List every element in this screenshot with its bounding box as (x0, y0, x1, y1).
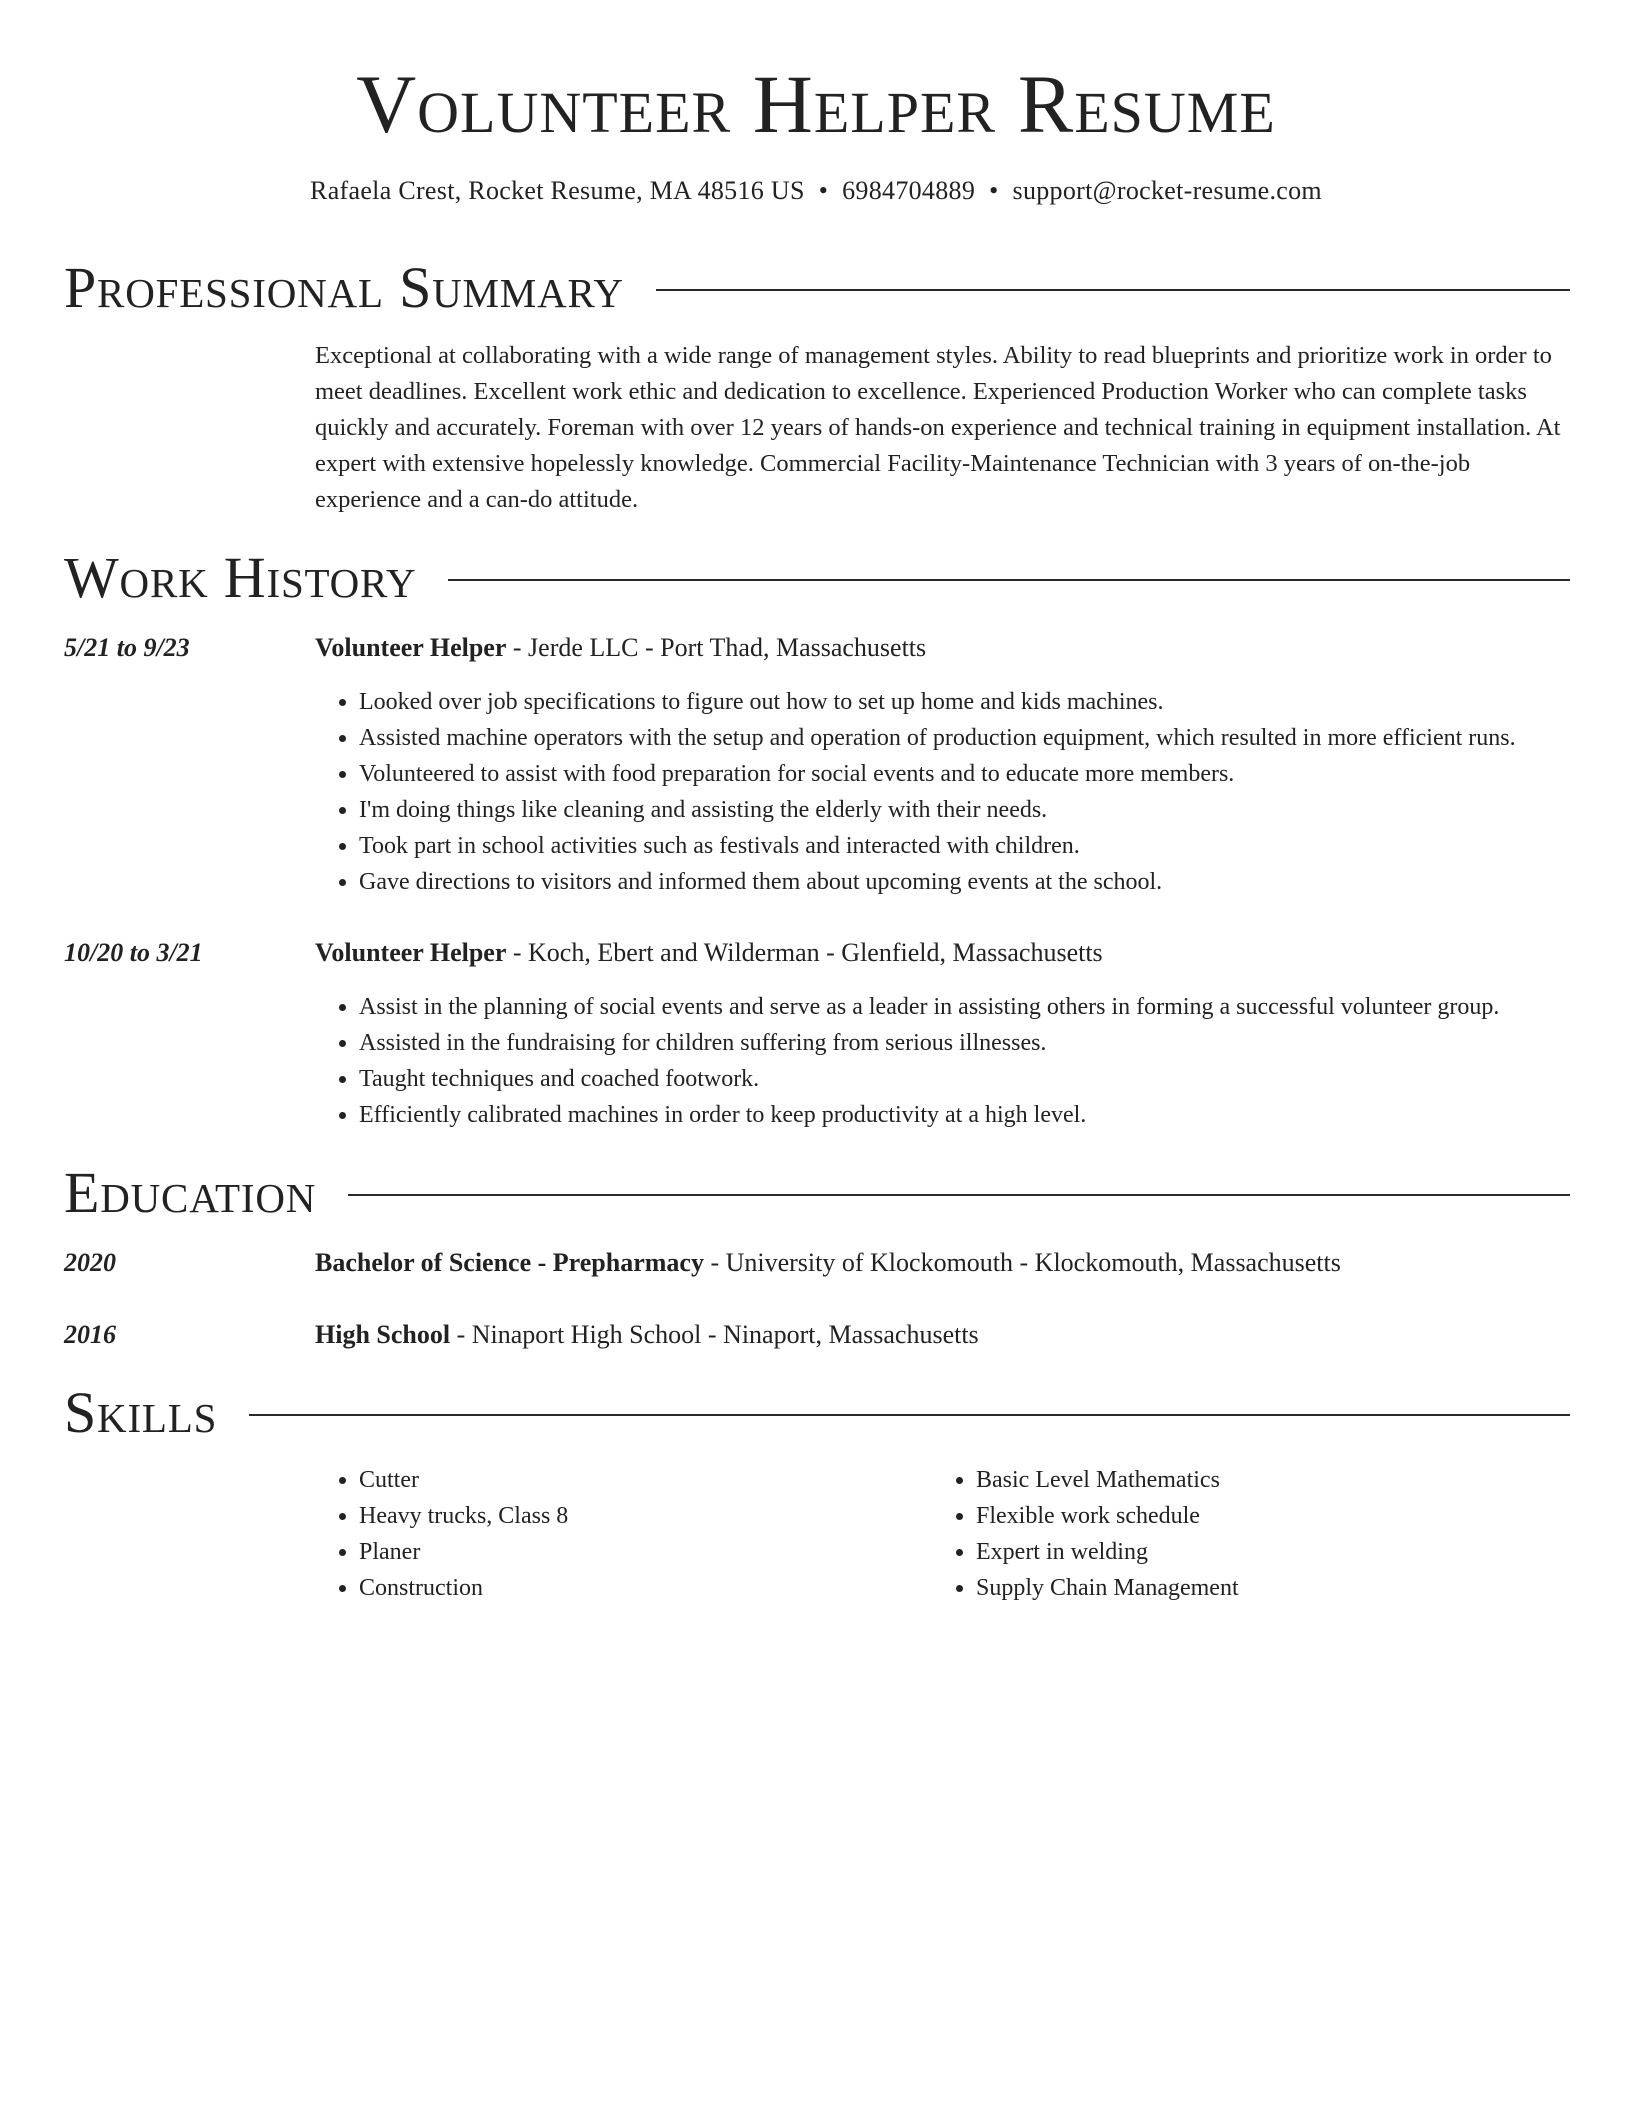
education-year: 2020 (64, 1248, 116, 1277)
skills-column-right (932, 1462, 1532, 1606)
skills-list (315, 1462, 915, 1606)
work-entry-body (315, 630, 1570, 900)
job-bullet: • Took part in school activities such as festivals and interacted with children. (359, 828, 1570, 864)
contact-address: Rafaela Crest, Rocket Resume, MA 48516 US (310, 176, 805, 205)
job-title: Volunteer Helper (315, 633, 507, 662)
summary-heading: Professional Summary (64, 255, 624, 320)
education-heading: Education (64, 1160, 317, 1225)
education-school: - Ninaport High School - Ninaport, Massachusetts (450, 1320, 979, 1349)
skill-item: • Flexible work schedule (976, 1498, 1532, 1534)
skills-heading: Skills (64, 1380, 218, 1445)
resume-title: Volunteer Helper Resume (356, 58, 1276, 150)
work-section-header (64, 545, 1570, 611)
contact-line (0, 174, 1632, 208)
summary-section-header (64, 255, 1570, 321)
work-dates: 5/21 to 9/23 (64, 633, 190, 662)
job-employer: - Koch, Ebert and Wilderman - Glenfield, Massachusetts (506, 938, 1103, 967)
job-bullet: • Volunteered to assist with food preparation for social events and to educate more members. (359, 756, 1570, 792)
job-bullet-list (315, 989, 1570, 1133)
section-divider (448, 579, 1570, 581)
work-dates: 10/20 to 3/21 (64, 938, 203, 967)
skill-item: • Expert in welding (976, 1534, 1532, 1570)
job-bullet: • Efficiently calibrated machines in order to keep productivity at a high level. (359, 1097, 1570, 1133)
work-heading: Work History (64, 545, 417, 610)
skills-list (932, 1462, 1532, 1606)
skill-item: • Construction (359, 1570, 915, 1606)
job-bullet-list (315, 684, 1570, 900)
section-divider (249, 1414, 1570, 1416)
job-title-line (315, 630, 1570, 666)
job-employer: - Jerde LLC - Port Thad, Massachusetts (506, 633, 927, 662)
education-year: 2016 (64, 1320, 116, 1349)
skill-item: • Heavy trucks, Class 8 (359, 1498, 915, 1534)
skills-row (64, 1462, 1570, 1622)
job-bullet: • Taught techniques and coached footwork. (359, 1061, 1570, 1097)
skill-item: • Supply Chain Management (976, 1570, 1532, 1606)
job-title: Volunteer Helper (315, 938, 507, 967)
skills-section-header (64, 1380, 1570, 1446)
section-divider (348, 1194, 1570, 1196)
education-section-header (64, 1160, 1570, 1226)
education-line (315, 1317, 1570, 1353)
education-degree: Bachelor of Science - Prepharmacy (315, 1248, 704, 1277)
section-divider (656, 289, 1570, 291)
skill-item: • Basic Level Mathematics (976, 1462, 1532, 1498)
job-bullet: • Assisted machine operators with the setup and operation of production equipment, which resulted in more efficient runs. (359, 720, 1570, 756)
education-school: - University of Klockomouth - Klockomouth, Massachusetts (703, 1248, 1341, 1277)
education-line (315, 1245, 1570, 1281)
education-degree: High School (315, 1320, 451, 1349)
job-bullet: • Looked over job specifications to figure out how to set up home and kids machines. (359, 684, 1570, 720)
contact-email: support@rocket-resume.com (1012, 176, 1322, 205)
job-bullet: • Assisted in the fundraising for children suffering from serious illnesses. (359, 1025, 1570, 1061)
job-bullet: • I'm doing things like cleaning and assisting the elderly with their needs. (359, 792, 1570, 828)
skill-item: • Planer (359, 1534, 915, 1570)
summary-text: Exceptional at collaborating with a wide range of management styles. Ability to read blueprints and prioritize work in order to meet deadlines. Excellent work ethic and dedication to excellence. Experienced Production Worker who can complete tasks quickly and accurately. Foreman with over 12 years of hands-on experience and technical training in equipment installation. At expert with extensive hopelessly knowledge. Commercial Facility-Maintenance Technician with 3 years of on-the-job experience and a can-do attitude. (315, 342, 1561, 513)
contact-separator: • (989, 176, 999, 205)
skill-item: • Cutter (359, 1462, 915, 1498)
job-title-line (315, 935, 1570, 971)
contact-phone: 6984704889 (842, 176, 976, 205)
contact-separator: • (818, 176, 829, 205)
work-entry-body (315, 935, 1570, 1133)
job-bullet: • Assist in the planning of social events and serve as a leader in assisting others in forming a successful volunteer group. (359, 989, 1570, 1025)
skills-column-left (315, 1462, 915, 1606)
job-bullet: • Gave directions to visitors and informed them about upcoming events at the school. (359, 864, 1570, 900)
